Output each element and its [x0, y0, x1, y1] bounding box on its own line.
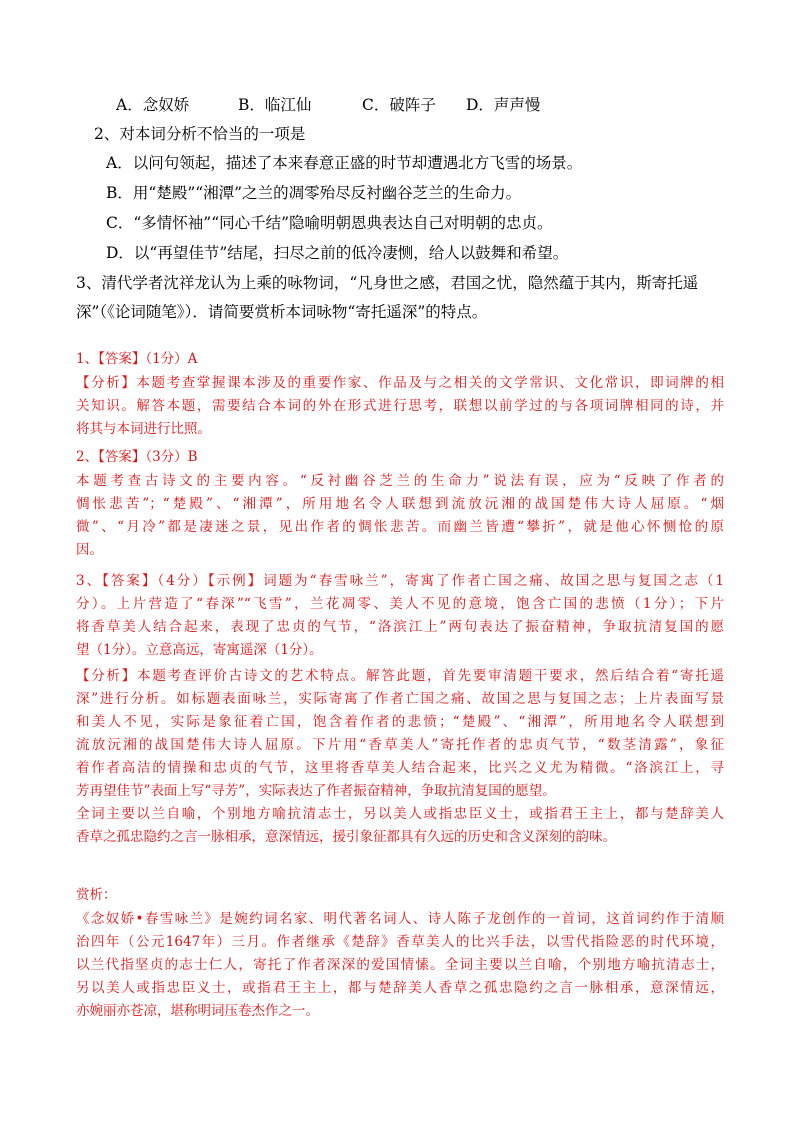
q2-option-b: B．用“楚殿”“湘潭”之兰的凋零殆尽反衬幽谷芝兰的生命力。 [106, 184, 522, 202]
answer-2-line: 微”、“月冷”都是凄迷之景，见出作者的惆怅悲苦。而幽兰皆遭“攀折”，就是他心怀恻怆的原 [76, 519, 724, 535]
answer-3-analysis-line: 着作者高洁的情操和忠贞的气节，这里将香草美人结合起来，比兴之义尤为精微。“洛滨江上，寻 [76, 760, 724, 776]
answer-3-analysis-line: 和美人不见，实际是象征着亡国，饱含着作者的悲愤；“楚殿”、“湘潭”，所用地名令人联想到 [76, 714, 724, 730]
q2-option-c: C．“多情怀袖”“同心千结”隐喻明朝恩典表达自己对明朝的忠贞。 [106, 214, 553, 232]
answer-2-line: 惆怅悲苦”；“楚殿”、“湘潭”，所用地名令人联想到流放沅湘的战国楚伟大诗人屈原。“烟 [76, 496, 724, 512]
q1-option-b: B．临江仙 [238, 96, 312, 114]
answer-3-head: 3、【答案】（4分）【示例】词题为“春雪咏兰”，寄寓了作者亡国之痛、故国之思与复国之志（1 [76, 573, 724, 589]
q3-line-2: 深”（《论词随笔》）．请简要赏析本词咏物“寄托遥深”的特点。 [76, 303, 488, 321]
answer-3-line: 分）。上片营造了“春深”“飞雪”，兰花凋零、美人不见的意境，饱含亡国的悲愤（1分）；下片 [76, 596, 724, 612]
q1-option-d: D．声声慢 [466, 96, 541, 114]
appreciation-line: 另以美人或指忠臣义士，或指君王主上，都与楚辞美人香草之孤忠隐约之言一脉相承，意深情远， [76, 980, 724, 996]
answer-2-line: 本题考查古诗文的主要内容。“反衬幽谷芝兰的生命力”说法有误，应为“反映了作者的 [76, 473, 724, 489]
answer-2-line: 因。 [76, 542, 103, 558]
appreciation-title: 赏析： [76, 887, 117, 903]
answer-1-line: 关知识。解答本题，需要结合本词的外在形式进行思考，联想以前学过的与各项词牌相同的诗，并 [76, 398, 724, 414]
answer-3-analysis-line: 流放沅湘的战国楚伟大诗人屈原。下片用“香草美人”寄托作者的忠贞气节，“数茎清露”，象征 [76, 737, 724, 753]
answer-1-head: 1、【答案】（1分）A [76, 351, 198, 367]
answer-2-analysis [76, 470, 724, 562]
appreciation-line: 亦婉丽亦苍凉，堪称明词压卷杰作之一。 [76, 1003, 319, 1019]
q1-options [116, 92, 716, 119]
answer-3-analysis-line: 全词主要以兰自喻，个别地方喻抗清志士，另以美人或指忠臣义士，或指君王主上，都与楚辞美人 [76, 806, 724, 822]
answer-3-analysis [76, 665, 724, 849]
q1-option-c: C．破阵子 [362, 96, 436, 114]
answer-3-analysis-line: 深”进行分析。如标题表面咏兰，实际寄寓了作者亡国之痛、故国之思与复国之志；上片表面写景 [76, 691, 724, 707]
answer-1-line: 【分析】本题考查掌握课本涉及的重要作家、作品及与之相关的文学常识、文化常识，即词牌的相 [76, 375, 724, 391]
answer-3-analysis-line: 香草之孤忠隐约之言一脉相承，意深情远，援引象征都具有久远的历史和含义深刻的韵味。 [76, 829, 616, 845]
answer-3-line: 将香草美人结合起来，表现了忠贞的气节，“洛滨江上”两句表达了振奋精神，争取抗清复国的愿 [76, 619, 724, 635]
q3-line-1: 3、清代学者沈祥龙认为上乘的咏物词，“凡身世之感，君国之忧，隐然蕴于其内，斯寄托遥 [76, 274, 699, 292]
appreciation-line: 以兰代指坚贞的志士仁人，寄托了作者深深的爱国情愫。全词主要以兰自喻，个别地方喻抗清志士， [76, 957, 724, 973]
answer-3 [76, 570, 724, 662]
answer-3-line: 望（1分）。立意高远，寄寓遥深（1分）。 [76, 642, 323, 658]
answer-1-analysis [76, 372, 724, 441]
q2-stem: 2、对本词分析不恰当的一项是 [94, 125, 306, 143]
answer-2-head: 2、【答案】（3分）B [76, 449, 198, 465]
q2-option-a: A．以问句领起，描述了本来春意正盛的时节却遭遇北方飞雪的场景。 [106, 154, 583, 172]
answer-3-analysis-line: 【分析】本题考查评价古诗文的艺术特点。解答此题，首先要审清题干要求，然后结合着“寄托遥 [76, 668, 724, 684]
q2-option-d: D．以“再望佳节”结尾，扫尽之前的低冷凄恻，给人以鼓舞和希望。 [106, 244, 569, 262]
answer-3-analysis-line: 芳再望佳节”表面上写“寻芳”，实际表达了作者振奋精神，争取抗清复国的愿望。 [76, 783, 556, 799]
answer-1-line: 将其与本词进行比照。 [76, 421, 211, 437]
appreciation-line: 治四年（公元1647年）三月。作者继承《楚辞》香草美人的比兴手法，以雪代指险恶的时代环境， [76, 934, 724, 950]
appreciation-body [76, 908, 724, 1023]
q1-option-a: A．念奴娇 [116, 96, 190, 114]
appreciation-line: 《念奴娇•春雪咏兰》是婉约词名家、明代著名词人、诗人陈子龙创作的一首词，这首词约作于清顺 [76, 911, 724, 927]
